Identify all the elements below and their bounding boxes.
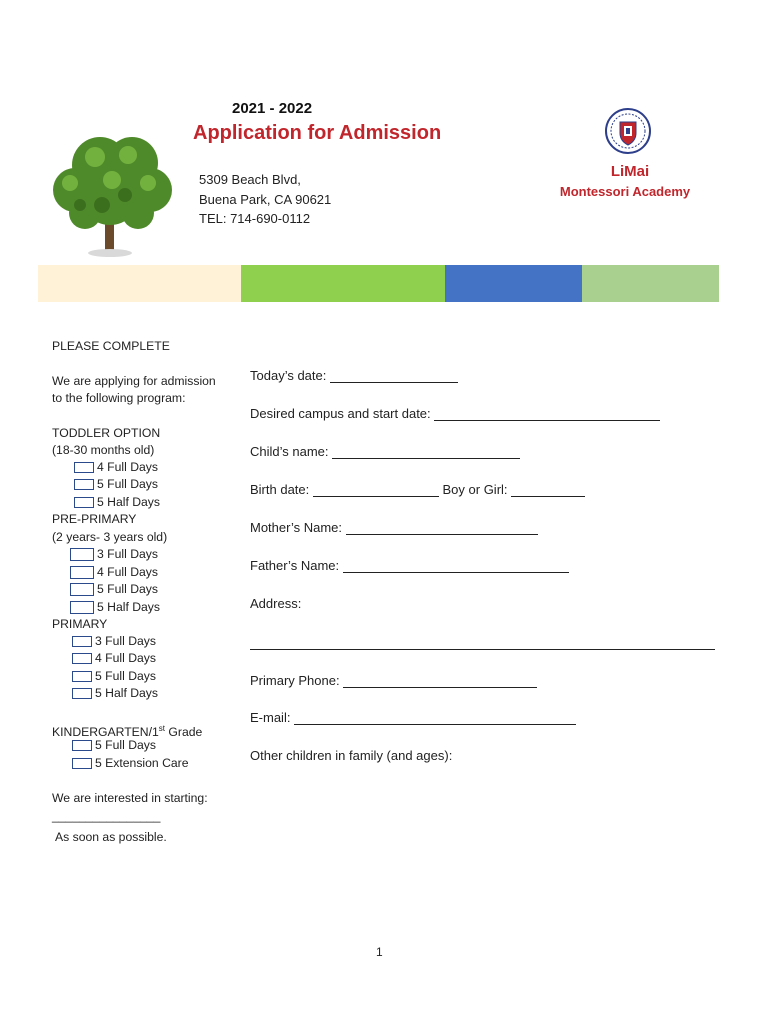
primary-phone-field: Primary Phone:	[250, 673, 537, 688]
email-input[interactable]	[294, 710, 576, 725]
color-bar-segment-4	[582, 265, 719, 302]
toddler-option-3[interactable]: 5 Half Days	[74, 494, 160, 511]
page-number: 1	[376, 945, 383, 959]
child-name-input[interactable]	[332, 444, 520, 459]
as-soon-as-possible: As soon as possible.	[55, 830, 167, 844]
address-street: 5309 Beach Blvd,	[199, 172, 301, 187]
address-input[interactable]	[250, 649, 715, 650]
checkbox[interactable]	[72, 671, 92, 682]
color-bar-segment-2	[241, 265, 445, 302]
checkbox[interactable]	[70, 583, 94, 596]
checkbox[interactable]	[70, 548, 94, 561]
child-name-field: Child’s name:	[250, 444, 520, 459]
applying-line-1: We are applying for admission	[52, 374, 216, 388]
checkbox[interactable]	[74, 462, 94, 473]
other-children-field: Other children in family (and ages):	[250, 748, 453, 763]
todays-date-field: Today’s date:	[250, 368, 458, 383]
kinder-title: KINDERGARTEN/1st Grade	[52, 724, 203, 740]
toddler-subtitle: (18-30 months old)	[52, 443, 155, 457]
gender-input[interactable]	[511, 482, 585, 497]
email-field: E-mail:	[250, 710, 576, 725]
campus-date-field: Desired campus and start date:	[250, 406, 660, 421]
preprimary-title: PRE-PRIMARY	[52, 512, 137, 526]
checkbox[interactable]	[72, 758, 92, 769]
color-bar-segment-1	[38, 265, 241, 302]
primary-phone-input[interactable]	[343, 673, 537, 688]
checkbox[interactable]	[74, 479, 94, 490]
address-phone: TEL: 714-690-0112	[199, 211, 311, 226]
primary-option-4[interactable]: 5 Half Days	[72, 685, 158, 702]
checkbox[interactable]	[74, 497, 94, 508]
please-complete: PLEASE COMPLETE	[52, 339, 170, 353]
preprimary-option-2[interactable]: 4 Full Days	[70, 564, 158, 581]
toddler-option-1[interactable]: 4 Full Days	[74, 459, 158, 476]
checkbox[interactable]	[72, 653, 92, 664]
toddler-option-2[interactable]: 5 Full Days	[74, 476, 158, 493]
preprimary-option-4[interactable]: 5 Half Days	[70, 599, 160, 616]
page-title: Application for Admission	[193, 122, 442, 144]
campus-date-input[interactable]	[434, 406, 660, 421]
toddler-title: TODDLER OPTION	[52, 426, 161, 440]
color-bar-segment-3	[445, 265, 582, 302]
primary-title: PRIMARY	[52, 617, 108, 631]
brand-subtitle: Montessori Academy	[559, 184, 691, 199]
checkbox[interactable]	[72, 688, 92, 699]
mother-name-field: Mother’s Name:	[250, 520, 538, 535]
preprimary-option-1[interactable]: 3 Full Days	[70, 546, 158, 563]
mother-name-input[interactable]	[346, 520, 538, 535]
kinder-option-1[interactable]: 5 Full Days	[72, 737, 156, 754]
todays-date-input[interactable]	[330, 368, 458, 383]
school-year: 2021 - 2022	[232, 100, 313, 117]
checkbox[interactable]	[70, 601, 94, 614]
interested-starting: We are interested in starting:	[52, 791, 208, 805]
tree-icon	[40, 125, 180, 260]
checkbox[interactable]	[72, 636, 92, 647]
kinder-option-2[interactable]: 5 Extension Care	[72, 755, 189, 772]
school-crest-icon	[605, 108, 651, 154]
primary-option-1[interactable]: 3 Full Days	[72, 633, 156, 650]
father-name-input[interactable]	[343, 558, 569, 573]
address-field: Address:	[250, 596, 302, 611]
primary-option-2[interactable]: 4 Full Days	[72, 650, 156, 667]
checkbox[interactable]	[72, 740, 92, 751]
applying-line-2: to the following program:	[52, 391, 186, 405]
father-name-field: Father’s Name:	[250, 558, 569, 573]
brand-name: LiMai	[610, 163, 650, 180]
preprimary-subtitle: (2 years- 3 years old)	[52, 530, 168, 544]
preprimary-option-3[interactable]: 5 Full Days	[70, 581, 158, 598]
birth-date-input[interactable]	[313, 482, 439, 497]
address-city: Buena Park, CA 90621	[199, 192, 332, 207]
start-blank[interactable]: ________________	[52, 809, 161, 823]
birth-date-field: Birth date: Boy or Girl:	[250, 482, 585, 497]
checkbox[interactable]	[70, 566, 94, 579]
primary-option-3[interactable]: 5 Full Days	[72, 668, 156, 685]
